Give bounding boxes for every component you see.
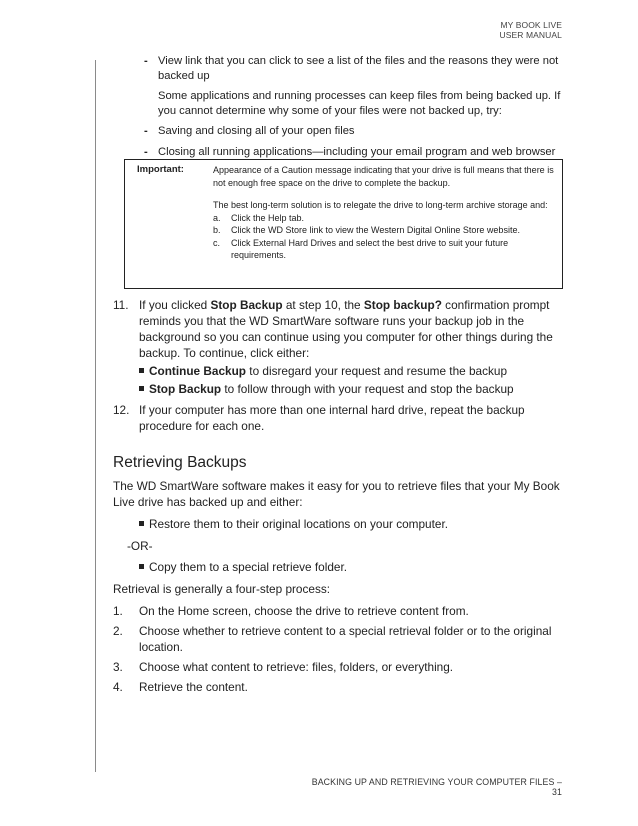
bullet-square (139, 521, 144, 526)
left-margin-rule (95, 60, 96, 772)
stop-backup-term: Stop Backup (210, 298, 283, 312)
section-intro: The WD SmartWare software makes it easy for you to retrieve files that your My Book Live drive has backed up and either: (113, 479, 560, 509)
retrieval-step (113, 659, 568, 675)
stop-backup-option-term: Stop Backup (149, 382, 222, 396)
important-step-label: c. (213, 237, 221, 248)
bullet-item (139, 381, 568, 397)
step-number: 11. (113, 298, 129, 312)
bullet-item (113, 516, 568, 532)
step-11-text (139, 297, 568, 361)
continue-backup-term: Continue Backup (149, 364, 247, 378)
retrieval-step-text: On the Home screen, choose the drive to retrieve content from. (139, 604, 469, 618)
dash-marker: - (144, 145, 148, 158)
important-paragraph: The best long-term solution is to relegate the drive to long-term archive storage and: (213, 200, 548, 210)
important-step (213, 212, 554, 225)
important-step (213, 237, 554, 262)
step-12-text: If your computer has more than one internal hard drive, repeat the backup procedure for each one. (139, 403, 525, 433)
retrieval-step-text: Retrieve the content. (139, 680, 248, 694)
dash-marker: - (144, 125, 148, 137)
dash-list-item (113, 145, 568, 160)
dash-list-item-text: View link that you can click to see a list of the files and the reasons they were not backed up (158, 55, 559, 82)
or-separator: -OR- (127, 539, 153, 553)
bullet-item-text: to disregard your request and resume the backup (246, 364, 508, 378)
step-number: 2. (113, 624, 123, 638)
text-run: If you clicked (139, 298, 211, 312)
bullet-item-text: to follow through with your request and stop the backup (221, 382, 514, 396)
step-number: 1. (113, 604, 123, 618)
header-manual-title: MY BOOK LIVE (500, 20, 562, 30)
procedure-step-11 (113, 297, 568, 397)
dash-list-item (113, 54, 568, 83)
step-number: 4. (113, 680, 123, 694)
header-manual-subtitle: USER MANUAL (499, 30, 562, 40)
section-title: Retrieving Backups (113, 454, 247, 471)
bullet-item (139, 363, 568, 379)
important-step-label: b. (213, 225, 221, 235)
page-header (499, 20, 562, 40)
important-body (213, 164, 554, 262)
retrieval-step-text: Choose what content to retrieve: files, folders, or everything. (139, 660, 454, 674)
important-notice-box (124, 159, 563, 289)
bullet-square (139, 564, 144, 569)
retrieval-step (113, 603, 568, 619)
retrieval-step (113, 679, 568, 695)
bullet-item-text: Copy them to a special retrieve folder. (149, 560, 348, 574)
step-number: 3. (113, 660, 123, 674)
step-number: 12. (113, 403, 130, 417)
important-step-label: a. (213, 212, 221, 223)
important-label: Important: (137, 164, 184, 175)
important-step-text: Click the Help tab. (231, 212, 305, 223)
explanation-paragraph: Some applications and running processes can keep files from being backed up. If you cannot determine why some of your files were not backed up, try: (158, 90, 561, 117)
page-footer: BACKING UP AND RETRIEVING YOUR COMPUTER FILES – 31 (311, 777, 562, 797)
dash-marker: - (144, 55, 148, 67)
dash-list-item-text: Saving and closing all of your open files (158, 125, 355, 137)
bullet-square (139, 386, 144, 391)
procedure-step-12 (113, 402, 568, 434)
page-content (113, 54, 568, 699)
important-step-text: Click the WD Store link to view the Western Digital Online Store website. (231, 225, 520, 235)
dash-list-item (113, 124, 568, 139)
important-step-text: Click External Hard Drives and select the best drive to suit your future requirements. (231, 237, 509, 260)
stop-backup-prompt-term: Stop backup? (363, 298, 442, 312)
text-run: confirmation prompt reminds you that the WD SmartWare software runs your backup job in the background so you can continue using you computer for other things during the backup. To continue, click either: (139, 298, 553, 360)
important-paragraph: Appearance of a Caution message indicating that your drive is full means that there is not enough free space on the drive to complete the backup. (213, 165, 554, 188)
dash-list-item-text: Closing all running applications—including your email program and web browser (158, 145, 556, 158)
bullet-item-text: Restore them to their original locations on your computer. (149, 517, 449, 531)
important-step (213, 224, 554, 237)
text-run: at step 10, the (282, 298, 364, 312)
process-description: Retrieval is generally a four-step process: (113, 582, 331, 596)
bullet-item (113, 559, 568, 575)
retrieval-step (113, 623, 568, 655)
retrieval-step-text: Choose whether to retrieve content to a special retrieval folder or to the original location. (139, 624, 552, 654)
bullet-square (139, 368, 144, 373)
